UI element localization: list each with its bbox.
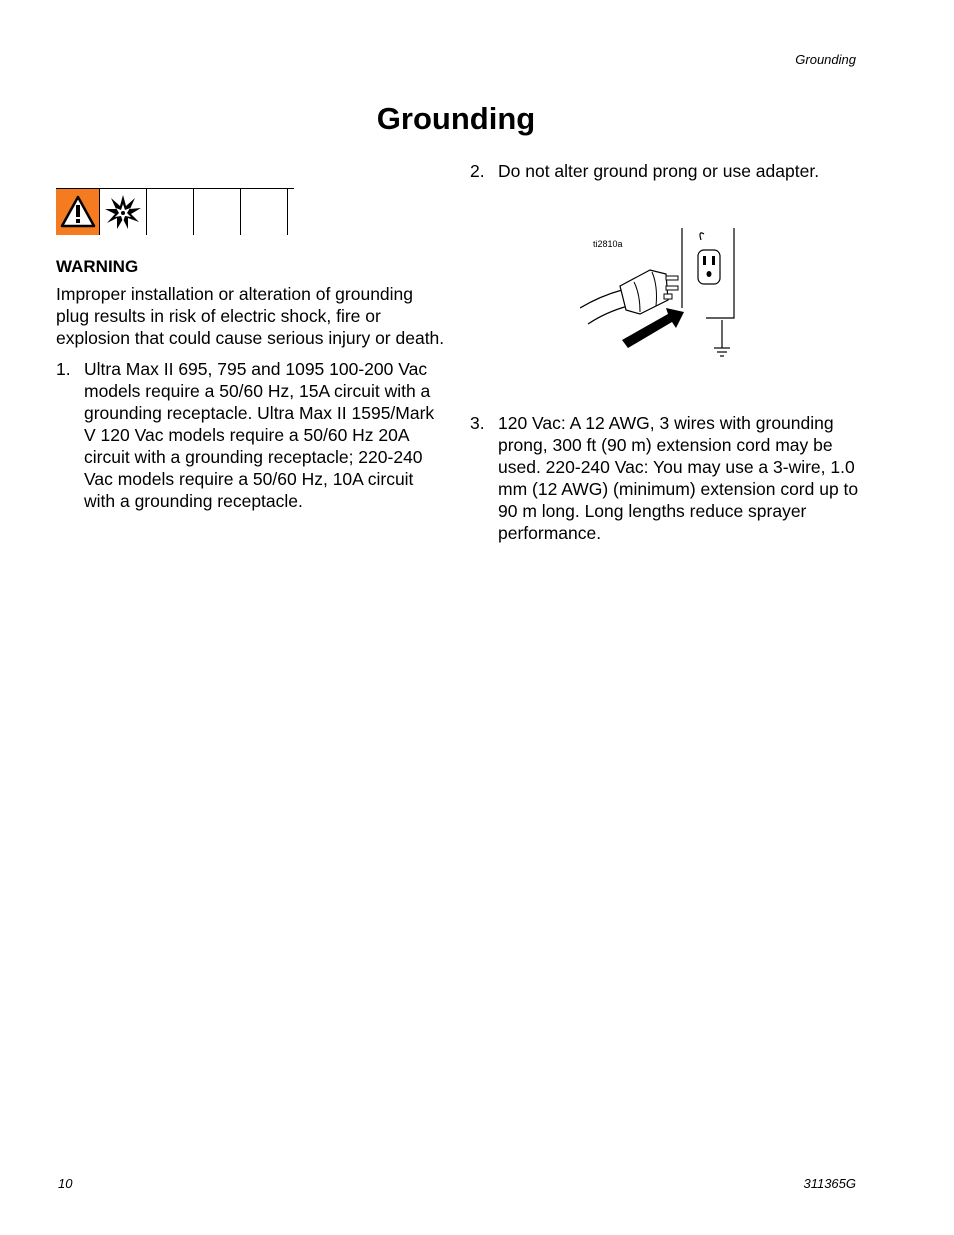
- empty-icon-cell: [147, 189, 194, 235]
- figure-label: ti2810a: [593, 239, 623, 249]
- step-number: 1.: [56, 359, 71, 379]
- warning-triangle-icon: [56, 189, 100, 235]
- step-text: 120 Vac: A 12 AWG, 3 wires with grounding prong, 300 ft (90 m) extension cord may be used. 220-240 Vac: You may use a 3-wire, 1.0 mm (12 AWG) (minimum) extension cord up to 90 m long. Long lengths reduce sprayer performance.: [498, 413, 859, 543]
- step-text: Do not alter ground prong or use adapter.: [498, 161, 820, 181]
- warning-heading: WARNING: [56, 257, 139, 276]
- right-column: [470, 160, 870, 544]
- warning-text: Improper installation or alteration of grounding plug results in risk of electric shock, fire or explosion that could cause serious injury or death.: [56, 284, 445, 348]
- page-title: Grounding: [376, 101, 536, 136]
- step-item: [56, 358, 446, 512]
- left-column: [56, 188, 446, 512]
- plug-figure: [470, 200, 870, 350]
- running-head: Grounding: [795, 52, 856, 67]
- step-number: 3.: [470, 413, 485, 433]
- empty-icon-cell: [241, 189, 288, 235]
- step-text: Ultra Max II 695, 795 and 1095 100-200 Vac models require a 50/60 Hz, 15A circuit with a grounding receptacle. Ultra Max II 1595/Mark V 120 Vac models require a 50/60 Hz 20A circuit with a grounding receptacle; 220-240 Vac models require a 50/60 Hz, 10A circuit with a grounding receptacle.: [84, 359, 435, 511]
- step-item: [470, 160, 870, 182]
- page-number: 10: [58, 1176, 73, 1191]
- explosion-icon: [100, 189, 147, 235]
- step-number: 2.: [470, 161, 485, 181]
- plug-illustration: [580, 228, 750, 368]
- step-item: [470, 412, 870, 544]
- document-number: 311365G: [803, 1176, 856, 1191]
- hazard-icon-strip: [56, 188, 294, 235]
- empty-icon-cell: [194, 189, 241, 235]
